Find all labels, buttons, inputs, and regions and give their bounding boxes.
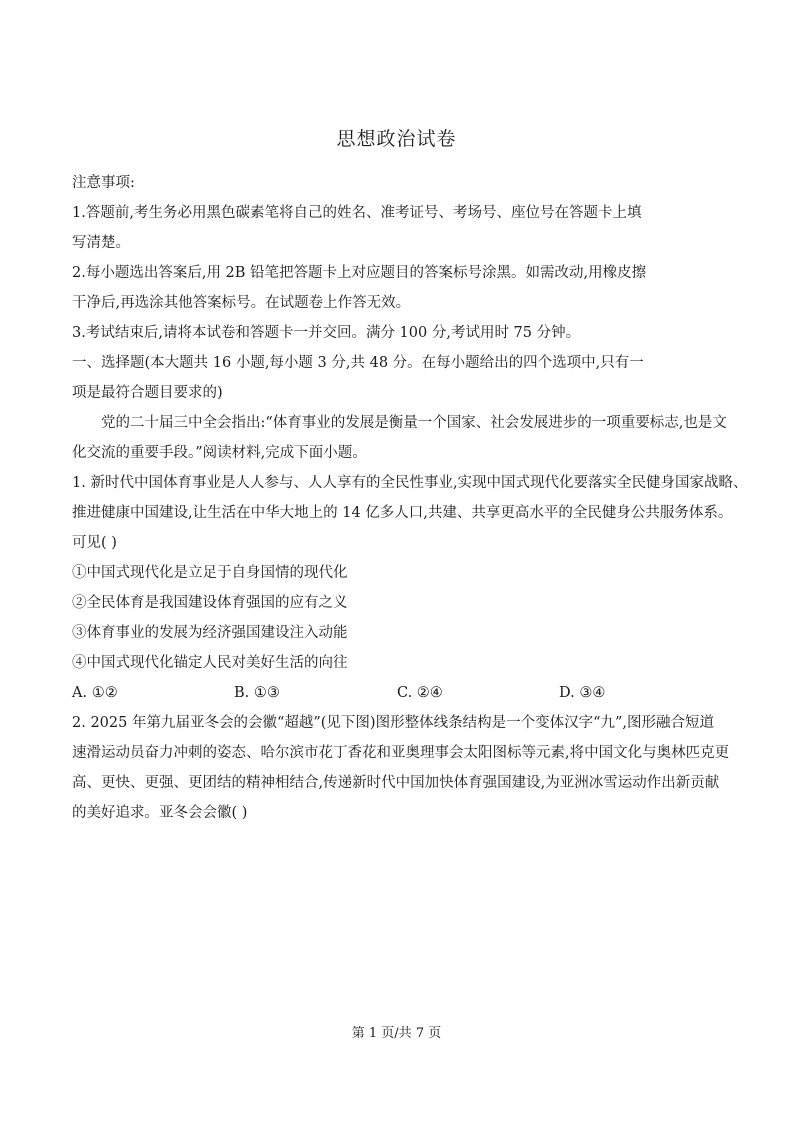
question-1-stem: 1. 新时代中国体育事业是人人参与、人人享有的全民性事业,实现中国式现代化要落实全民健身国家战略、 xyxy=(72,475,748,491)
statement-3: ③体育事业的发展为经济强国建设注入动能 xyxy=(72,625,348,641)
notice-item-3: 3.考试结束后,请将本试卷和答题卡一并交回。满分 100 分,考试用时 75 分钟。 xyxy=(72,325,581,341)
exam-content xyxy=(72,168,748,828)
notice-heading: 注意事项: xyxy=(72,175,135,191)
reading-material: 党的二十届三中全会指出:“体育事业的发展是衡量一个国家、社会发展进步的一项重要标志,也是文 化交流的重要手段。”阅读材料,完成下面小题。 xyxy=(72,415,727,461)
page-title: 思想政治试卷 xyxy=(336,128,457,150)
question-2-stem: 2. 2025 年第九届亚冬会的会徽“超越”(见下图)图形整体线条结构是一个变体汉字“九”,图形融合短道 xyxy=(72,715,715,731)
option-c: C. ②④ xyxy=(397,685,443,701)
section-heading: 一、选择题(本大题共 16 小题,每小题 3 分,共 48 分。在每小题给出的四个选项中,只有一 项是最符合题目要求的) xyxy=(72,355,644,401)
statement-1: ①中国式现代化是立足于自身国情的现代化 xyxy=(72,565,348,581)
question-1-options xyxy=(72,678,724,708)
option-b: B. ①③ xyxy=(234,685,280,701)
statement-2: ②全民体育是我国建设体育强国的应有之义 xyxy=(72,595,348,611)
option-a: A. ①② xyxy=(72,685,118,701)
notice-item-2: 2.每小题选出答案后,用 2B 铅笔把答题卡上对应题目的答案标号涂黑。如需改动,用橡皮擦 干净后,再选涂其他答案标号。在试题卷上作答无效。 xyxy=(72,265,647,311)
question-2: 2. 2025 年第九届亚冬会的会徽“超越”(见下图)图形整体线条结构是一个变体汉字“九”,图形融合短道 速滑运动员奋力冲刺的姿态、哈尔滨市花丁香花和亚奥理事会太阳图标等元素,将中国文化与奥林匹克更 高、更快、更强、更团结的精神相结合,传递新时代中国加快体育强国建设,为亚洲冰雪运动作出新贡献 的美好追求。亚冬会会徽( ) xyxy=(72,708,724,828)
notice-item-1: 1.答题前,考生务必用黑色碳素笔将自己的姓名、准考证号、考场号、座位号在答题卡上填 写清楚。 xyxy=(72,205,642,251)
page-footer: 第 1 页/共 7 页 xyxy=(351,1026,442,1041)
question-1: 1. 新时代中国体育事业是人人参与、人人享有的全民性事业,实现中国式现代化要落实全民健身国家战略、 推进健康中国建设,让生活在中华大地上的 14 亿多人口,共建、共享更高水平的全民健身公共服务体系。 可见( ) ①中国式现代化是立足于自身国情的现代化 ②全民体育是我国建设体育强国的应有之义 ③体育事业的发展为经济强国建设注入动能 ④中国式现代化锚定人民对美好生活的向往 A. ①② B. ①③ C. ②④ D. ③④ xyxy=(72,468,724,708)
statement-4: ④中国式现代化锚定人民对美好生活的向往 xyxy=(72,655,348,671)
option-d: D. ③④ xyxy=(559,685,606,701)
